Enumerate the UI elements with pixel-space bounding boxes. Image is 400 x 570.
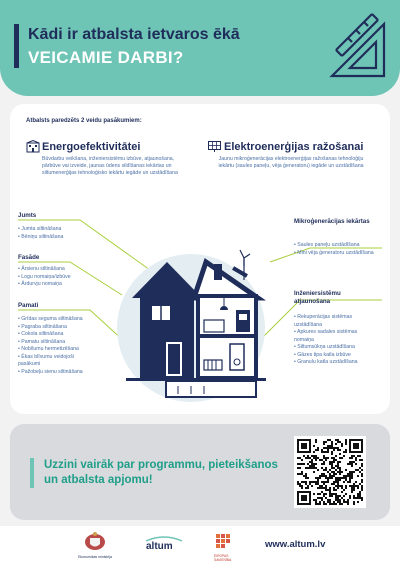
roof-list — [18, 226, 98, 241]
list-item: • Pamatu siltināšana — [18, 339, 94, 347]
qr-code-icon[interactable] — [294, 436, 366, 508]
foundation-list — [18, 316, 94, 376]
coat-of-arms-icon — [78, 532, 112, 554]
eu-flag-icon — [214, 532, 238, 552]
house-illustration — [96, 236, 286, 406]
list-item: • Granulu katla uzstādīšana — [294, 359, 378, 367]
list-item: • Saules paneļu uzstādīšana — [294, 242, 378, 250]
list-item: • Grīdas seguma siltināšana — [18, 316, 94, 324]
eu-caption: EIROPAS SAVIENĪBA — [214, 554, 232, 562]
list-item: • Jumta siltināšana — [18, 226, 98, 234]
list-item: • Pagraba siltināšana — [18, 324, 94, 332]
microgen-list — [294, 242, 378, 257]
ministry-caption: Ekonomikas ministrija — [78, 555, 112, 559]
section-label-foundation: Pamati — [18, 302, 39, 309]
altum-logo-text: altum — [146, 541, 173, 552]
list-item: • Bēniņu siltināšana — [18, 234, 98, 242]
building-icon — [26, 140, 40, 153]
list-item: • Mini vēja ģeneratoru uzstādīšana — [294, 250, 378, 258]
footer — [0, 526, 400, 570]
pillar-desc-energy: Būvdarbu veikšana, inženiersistēmu izbūve, atjaunošana, pārbūve vai izveide, jaunas ūdens sildīšanas iekārtas un siltumenerģijas tehnoloģisko iekārtu iegāde un uzstādīšana — [42, 156, 178, 177]
pillar-title-energy: Energoefektivitātei — [42, 141, 141, 153]
ruler-triangle-icon — [328, 10, 388, 80]
engineering-list — [294, 314, 378, 367]
pillar-desc-electricity: Jaunu mikroģenerācijas elektroenerģijas ražošanas tehnoloģiju iekārtu (saules paneļu, vēja ģeneratoru) iegāde un uzstādīšana — [218, 156, 364, 170]
facade-list — [18, 266, 98, 289]
pillar-title-electricity: Elektroenerģijas ražošanai — [224, 141, 364, 153]
list-item: • Apkures sadales sistēmas nomaiņa — [294, 329, 378, 344]
intro-text: Atbalsts paredzēts 2 veidu pasākumiem: — [26, 118, 142, 124]
header-banner — [0, 0, 400, 96]
list-item: • Logu nomaiņa/izbūve — [18, 274, 98, 282]
list-item: • Ārsienu siltināšana — [18, 266, 98, 274]
list-item: • Pažobeļu sienu siltināšana — [18, 369, 94, 377]
list-item: • Cokola siltināšana — [18, 331, 94, 339]
page-title-line2: VEICAMIE DARBI? — [28, 48, 184, 67]
solar-panel-icon — [208, 141, 221, 152]
cta-accent-bar — [30, 458, 34, 488]
section-label-facade: Fasāde — [18, 254, 40, 261]
list-item: • Siltumsūkņa uzstādīšana — [294, 344, 378, 352]
section-label-engineering: Inženiersistēmu atjaunošana — [294, 290, 341, 306]
list-item: • Ēkas blīvumu veidojoši pasākumi — [18, 354, 94, 369]
section-label-roof: Jumts — [18, 212, 37, 219]
cta-text: Uzzini vairāk par programmu, pieteikšanos un atbalsta apjomu! — [44, 459, 278, 487]
cta-panel — [10, 424, 390, 520]
accent-bar — [14, 24, 19, 68]
section-label-microgen: Mikroģenerācijas iekārtas — [294, 218, 370, 225]
list-item: • Rekuperācijas sistēmas uzstādīšana — [294, 314, 378, 329]
list-item: • Ārdurvju nomaiņa — [18, 281, 98, 289]
website-link[interactable]: www.altum.lv — [265, 539, 326, 550]
list-item: • Gāzes tipa katla izbūve — [294, 352, 378, 360]
page-title-line1: Kādi ir atbalsta ietvaros ēkā — [28, 26, 240, 43]
list-item: • Nobīlumu hermetizēšana — [18, 346, 94, 354]
